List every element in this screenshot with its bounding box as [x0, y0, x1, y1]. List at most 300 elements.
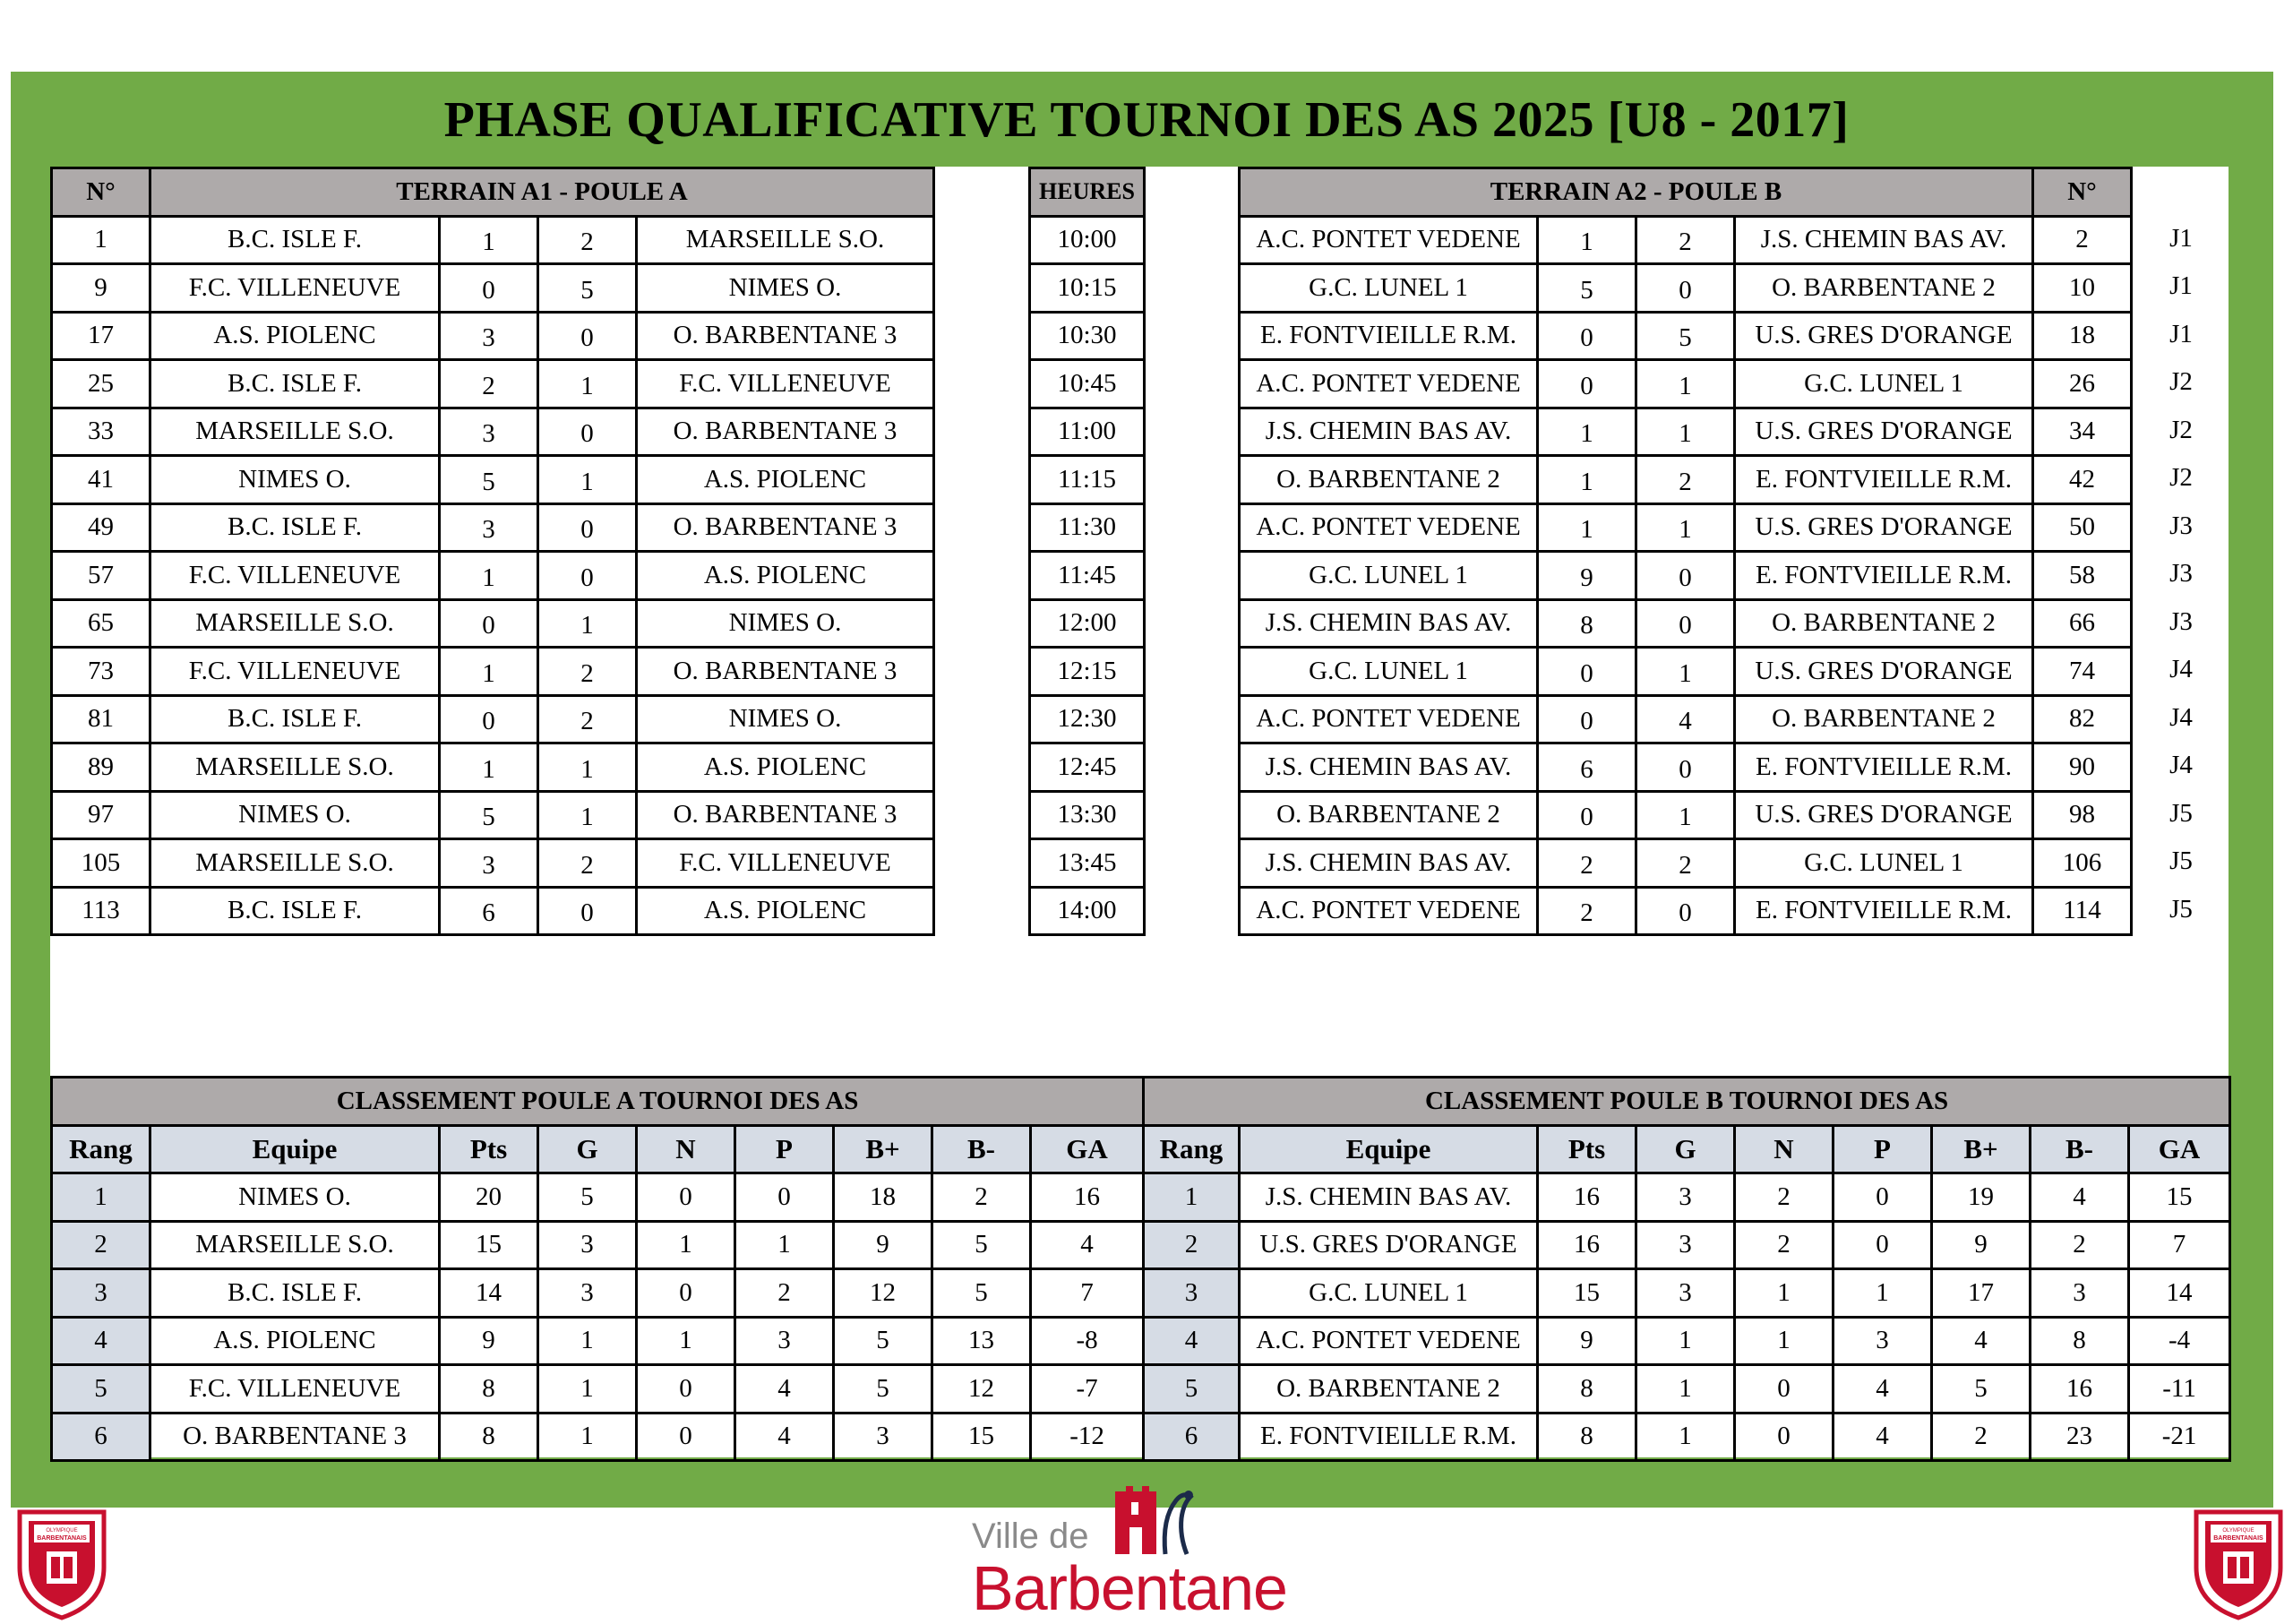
table-row: [1240, 408, 2132, 456]
home-score: 1: [1538, 216, 1636, 264]
match-number: 57: [52, 552, 150, 600]
away-score: 1: [1636, 791, 1735, 839]
match-time: 12:30: [1030, 695, 1145, 743]
away-score: 0: [538, 312, 637, 360]
stat-cell: 1: [1636, 1317, 1735, 1365]
home-team: G.C. LUNEL 1: [1240, 264, 1538, 313]
away-team: U.S. GRES D'ORANGE: [1735, 648, 2033, 696]
stat-cell: 1: [1735, 1317, 1834, 1365]
table-row: [52, 648, 934, 696]
away-score: 1: [1636, 503, 1735, 552]
stat-cell: 4: [1834, 1413, 1932, 1461]
table-row: [1030, 360, 1145, 408]
home-score: 1: [1538, 408, 1636, 456]
home-team: F.C. VILLENEUVE: [150, 264, 440, 313]
table-row: [1240, 360, 2132, 408]
heures-header: HEURES: [1030, 168, 1145, 217]
stat-cell: 3: [1636, 1269, 1735, 1318]
column-header: GA: [1031, 1125, 1144, 1173]
rank-cell: 1: [1144, 1173, 1240, 1222]
rank-cell: 6: [52, 1413, 150, 1461]
match-number: 1: [52, 216, 150, 264]
away-team: U.S. GRES D'ORANGE: [1735, 791, 2033, 839]
stat-cell: 5: [834, 1365, 932, 1413]
ville-logo: [972, 1482, 1330, 1623]
away-score: 2: [538, 695, 637, 743]
rank-cell: 5: [1144, 1365, 1240, 1413]
away-score: 1: [538, 791, 637, 839]
rank-cell: 2: [1144, 1221, 1240, 1269]
table-row: [1030, 456, 1145, 504]
stat-cell: 18: [834, 1173, 932, 1222]
away-score: 1: [538, 743, 637, 792]
stat-cell: 0: [637, 1269, 735, 1318]
home-team: G.C. LUNEL 1: [1240, 552, 1538, 600]
home-team: O. BARBENTANE 2: [1240, 791, 1538, 839]
away-team: O. BARBENTANE 3: [637, 791, 934, 839]
away-team: U.S. GRES D'ORANGE: [1735, 408, 2033, 456]
away-team: J.S. CHEMIN BAS AV.: [1735, 216, 2033, 264]
table-row: [52, 360, 934, 408]
column-header: B-: [2031, 1125, 2129, 1173]
stat-cell: 9: [1932, 1221, 2031, 1269]
stat-cell: 2: [735, 1269, 834, 1318]
away-team: A.S. PIOLENC: [637, 743, 934, 792]
table-row: [1240, 695, 2132, 743]
away-score: 0: [1636, 887, 1735, 935]
away-team: O. BARBENTANE 3: [637, 408, 934, 456]
away-score: 5: [1636, 312, 1735, 360]
match-time: 14:00: [1030, 887, 1145, 935]
match-number: 2: [2033, 216, 2132, 264]
match-number: 98: [2033, 791, 2132, 839]
barbentane-text: Barbentane: [972, 1553, 1287, 1623]
away-score: 1: [538, 599, 637, 648]
stat-cell: 8: [440, 1365, 538, 1413]
stat-cell: 5: [834, 1317, 932, 1365]
ville-emblem-icon: [1106, 1482, 1205, 1559]
home-score: 0: [1538, 360, 1636, 408]
away-team: O. BARBENTANE 3: [637, 503, 934, 552]
table-row: [52, 552, 934, 600]
heures-schedule: [1028, 167, 1146, 936]
home-score: 2: [1538, 887, 1636, 935]
away-score: 2: [538, 216, 637, 264]
stat-cell: -4: [2129, 1317, 2230, 1365]
stat-cell: 15: [932, 1413, 1031, 1461]
stat-cell: 19: [1932, 1173, 2031, 1222]
rank-cell: 6: [1144, 1413, 1240, 1461]
stat-cell: 3: [1636, 1173, 1735, 1222]
away-team: O. BARBENTANE 3: [637, 648, 934, 696]
away-score: 0: [538, 552, 637, 600]
table-row: [1030, 839, 1145, 888]
table-row: [52, 791, 934, 839]
away-team: G.C. LUNEL 1: [1735, 360, 2033, 408]
journee-label: J3: [2169, 559, 2193, 588]
stat-cell: 8: [1538, 1413, 1636, 1461]
away-team: F.C. VILLENEUVE: [637, 360, 934, 408]
classement-b-title: CLASSEMENT POULE B TOURNOI DES AS: [1144, 1078, 2230, 1126]
home-team: J.S. CHEMIN BAS AV.: [1240, 839, 1538, 888]
away-score: 1: [1636, 648, 1735, 696]
table-row: [1240, 648, 2132, 696]
home-score: 3: [440, 839, 538, 888]
stat-cell: 5: [932, 1269, 1031, 1318]
table-row: [52, 1413, 1144, 1461]
table-row: [52, 839, 934, 888]
table-row: [52, 1221, 1144, 1269]
stat-cell: 4: [735, 1413, 834, 1461]
stat-cell: 0: [637, 1413, 735, 1461]
match-time: 13:45: [1030, 839, 1145, 888]
away-team: E. FONTVIEILLE R.M.: [1735, 743, 2033, 792]
home-score: 9: [1538, 552, 1636, 600]
match-number: 82: [2033, 695, 2132, 743]
table-row: [1144, 1173, 2230, 1222]
table-row: [52, 503, 934, 552]
table-row: [52, 695, 934, 743]
stat-cell: 12: [932, 1365, 1031, 1413]
table-row: [52, 1173, 1144, 1222]
table-row: [52, 408, 934, 456]
rank-cell: 4: [1144, 1317, 1240, 1365]
stat-cell: 16: [1538, 1173, 1636, 1222]
stat-cell: 1: [538, 1365, 637, 1413]
journee-label: J1: [2169, 271, 2193, 300]
svg-text:OLYMPIQUE: OLYMPIQUE: [2222, 1528, 2254, 1534]
classement-a: [50, 1076, 1145, 1462]
table-row: [52, 1365, 1144, 1413]
column-header: P: [1834, 1125, 1932, 1173]
stat-cell: 9: [1538, 1317, 1636, 1365]
table-row: [52, 1269, 1144, 1318]
stat-cell: -7: [1031, 1365, 1144, 1413]
column-header: B+: [834, 1125, 932, 1173]
away-score: 2: [1636, 216, 1735, 264]
match-number: 50: [2033, 503, 2132, 552]
match-number: 105: [52, 839, 150, 888]
home-team: MARSEILLE S.O.: [150, 743, 440, 792]
table-row: [52, 743, 934, 792]
home-score: 0: [1538, 648, 1636, 696]
stat-cell: 8: [440, 1413, 538, 1461]
match-time: 10:45: [1030, 360, 1145, 408]
column-header: G: [538, 1125, 637, 1173]
away-team: U.S. GRES D'ORANGE: [1735, 312, 2033, 360]
team-cell: A.C. PONTET VEDENE: [1240, 1317, 1538, 1365]
match-number: 41: [52, 456, 150, 504]
column-header: Rang: [1144, 1125, 1240, 1173]
away-score: 0: [1636, 264, 1735, 313]
svg-text:BARBENTANAIS: BARBENTANAIS: [37, 1535, 87, 1542]
away-team: NIMES O.: [637, 264, 934, 313]
table-row: [1030, 216, 1145, 264]
home-score: 6: [1538, 743, 1636, 792]
home-team: NIMES O.: [150, 456, 440, 504]
rank-cell: 5: [52, 1365, 150, 1413]
match-time: 13:30: [1030, 791, 1145, 839]
match-time: 12:45: [1030, 743, 1145, 792]
home-team: A.C. PONTET VEDENE: [1240, 360, 1538, 408]
table-row: [1030, 503, 1145, 552]
poule-b-header: TERRAIN A2 - POULE B: [1240, 168, 2033, 217]
stat-cell: 0: [1834, 1173, 1932, 1222]
team-cell: A.S. PIOLENC: [150, 1317, 440, 1365]
match-time: 11:15: [1030, 456, 1145, 504]
away-score: 0: [1636, 599, 1735, 648]
stat-cell: 4: [1932, 1317, 2031, 1365]
match-number: 74: [2033, 648, 2132, 696]
table-row: [1030, 408, 1145, 456]
poule-b-no-header: N°: [2033, 168, 2132, 217]
table-row: [1240, 599, 2132, 648]
match-number: 9: [52, 264, 150, 313]
home-score: 1: [1538, 456, 1636, 504]
match-number: 81: [52, 695, 150, 743]
home-team: MARSEILLE S.O.: [150, 839, 440, 888]
stat-cell: 4: [735, 1365, 834, 1413]
match-number: 17: [52, 312, 150, 360]
stat-cell: 3: [538, 1269, 637, 1318]
stat-cell: 9: [834, 1221, 932, 1269]
team-cell: E. FONTVIEILLE R.M.: [1240, 1413, 1538, 1461]
away-score: 2: [1636, 839, 1735, 888]
home-team: F.C. VILLENEUVE: [150, 648, 440, 696]
away-team: O. BARBENTANE 2: [1735, 695, 2033, 743]
column-headers: [52, 1125, 1144, 1173]
stat-cell: 17: [1932, 1269, 2031, 1318]
table-row: [1240, 216, 2132, 264]
home-team: B.C. ISLE F.: [150, 360, 440, 408]
away-team: A.S. PIOLENC: [637, 887, 934, 935]
stat-cell: 0: [1834, 1221, 1932, 1269]
team-cell: MARSEILLE S.O.: [150, 1221, 440, 1269]
journee-label: J1: [2169, 319, 2193, 348]
match-number: 42: [2033, 456, 2132, 504]
table-row: [1144, 1413, 2230, 1461]
table-row: [1240, 503, 2132, 552]
table-row: [1030, 599, 1145, 648]
home-score: 0: [440, 599, 538, 648]
home-score: 1: [1538, 503, 1636, 552]
away-team: E. FONTVIEILLE R.M.: [1735, 456, 2033, 504]
home-score: 3: [440, 312, 538, 360]
stat-cell: 4: [2031, 1173, 2129, 1222]
classement-a-title: CLASSEMENT POULE A TOURNOI DES AS: [52, 1078, 1144, 1126]
stat-cell: 16: [2031, 1365, 2129, 1413]
team-cell: J.S. CHEMIN BAS AV.: [1240, 1173, 1538, 1222]
match-time: 10:15: [1030, 264, 1145, 313]
home-team: J.S. CHEMIN BAS AV.: [1240, 408, 1538, 456]
column-headers: [1144, 1125, 2230, 1173]
journee-label: J5: [2169, 846, 2193, 875]
stat-cell: 3: [1834, 1317, 1932, 1365]
away-score: 2: [1636, 456, 1735, 504]
club-logo-right: [2189, 1505, 2288, 1621]
away-team: NIMES O.: [637, 695, 934, 743]
stat-cell: 20: [440, 1173, 538, 1222]
home-team: A.C. PONTET VEDENE: [1240, 695, 1538, 743]
home-team: A.C. PONTET VEDENE: [1240, 216, 1538, 264]
table-row: [1240, 887, 2132, 935]
table-row: [1144, 1317, 2230, 1365]
column-header: Pts: [1538, 1125, 1636, 1173]
away-team: NIMES O.: [637, 599, 934, 648]
away-team: O. BARBENTANE 2: [1735, 264, 2033, 313]
match-number: 66: [2033, 599, 2132, 648]
team-cell: U.S. GRES D'ORANGE: [1240, 1221, 1538, 1269]
match-time: 12:00: [1030, 599, 1145, 648]
away-score: 2: [538, 839, 637, 888]
journee-label: J5: [2169, 894, 2193, 924]
away-score: 0: [1636, 743, 1735, 792]
match-time: 10:30: [1030, 312, 1145, 360]
column-header: P: [735, 1125, 834, 1173]
table-row: [1030, 552, 1145, 600]
stat-cell: 2: [2031, 1221, 2129, 1269]
stat-cell: 2: [932, 1173, 1031, 1222]
home-score: 1: [440, 743, 538, 792]
home-team: A.C. PONTET VEDENE: [1240, 887, 1538, 935]
home-team: A.C. PONTET VEDENE: [1240, 503, 1538, 552]
match-time: 11:45: [1030, 552, 1145, 600]
column-header: Pts: [440, 1125, 538, 1173]
journee-label: J2: [2169, 415, 2193, 444]
home-score: 6: [440, 887, 538, 935]
stat-cell: -8: [1031, 1317, 1144, 1365]
stat-cell: 3: [538, 1221, 637, 1269]
home-team: B.C. ISLE F.: [150, 695, 440, 743]
home-team: J.S. CHEMIN BAS AV.: [1240, 599, 1538, 648]
home-score: 5: [440, 456, 538, 504]
team-cell: O. BARBENTANE 2: [1240, 1365, 1538, 1413]
away-team: A.S. PIOLENC: [637, 552, 934, 600]
away-score: 0: [1636, 552, 1735, 600]
match-number: 73: [52, 648, 150, 696]
rank-cell: 2: [52, 1221, 150, 1269]
stat-cell: 3: [1636, 1221, 1735, 1269]
poule-a-schedule: [50, 167, 935, 936]
home-score: 1: [440, 216, 538, 264]
match-number: 58: [2033, 552, 2132, 600]
match-number: 34: [2033, 408, 2132, 456]
svg-text:BARBENTANAIS: BARBENTANAIS: [2213, 1535, 2263, 1542]
column-header: Equipe: [150, 1125, 440, 1173]
journee-label: J4: [2169, 702, 2193, 732]
stat-cell: 0: [1735, 1413, 1834, 1461]
stat-cell: 1: [1636, 1413, 1735, 1461]
team-cell: F.C. VILLENEUVE: [150, 1365, 440, 1413]
stat-cell: -21: [2129, 1413, 2230, 1461]
table-row: [52, 216, 934, 264]
stat-cell: -12: [1031, 1413, 1144, 1461]
away-score: 1: [538, 456, 637, 504]
match-number: 89: [52, 743, 150, 792]
stat-cell: 15: [2129, 1173, 2230, 1222]
journee-label: J2: [2169, 463, 2193, 492]
stat-cell: 1: [1636, 1365, 1735, 1413]
home-score: 1: [440, 648, 538, 696]
away-team: A.S. PIOLENC: [637, 456, 934, 504]
poule-b-schedule: [1238, 167, 2133, 936]
stat-cell: 1: [538, 1317, 637, 1365]
column-header: GA: [2129, 1125, 2230, 1173]
match-number: 25: [52, 360, 150, 408]
stat-cell: 16: [1538, 1221, 1636, 1269]
club-logo-left: [13, 1505, 111, 1621]
home-score: 5: [440, 791, 538, 839]
table-row: [1144, 1365, 2230, 1413]
team-cell: G.C. LUNEL 1: [1240, 1269, 1538, 1318]
column-header: N: [637, 1125, 735, 1173]
column-header: G: [1636, 1125, 1735, 1173]
stat-cell: 4: [1031, 1221, 1144, 1269]
match-number: 113: [52, 887, 150, 935]
stat-cell: 1: [735, 1221, 834, 1269]
stat-cell: 15: [440, 1221, 538, 1269]
match-number: 26: [2033, 360, 2132, 408]
stat-cell: 3: [2031, 1269, 2129, 1318]
team-cell: NIMES O.: [150, 1173, 440, 1222]
stat-cell: 1: [637, 1221, 735, 1269]
journee-label: J1: [2169, 223, 2193, 253]
stat-cell: 0: [735, 1173, 834, 1222]
stat-cell: 3: [735, 1317, 834, 1365]
home-team: B.C. ISLE F.: [150, 887, 440, 935]
stat-cell: 1: [1735, 1269, 1834, 1318]
stat-cell: 3: [834, 1413, 932, 1461]
away-score: 0: [538, 408, 637, 456]
stat-cell: 5: [538, 1173, 637, 1222]
match-number: 10: [2033, 264, 2132, 313]
match-time: 11:30: [1030, 503, 1145, 552]
table-row: [52, 264, 934, 313]
home-score: 1: [440, 552, 538, 600]
away-team: MARSEILLE S.O.: [637, 216, 934, 264]
table-row: [1240, 791, 2132, 839]
stat-cell: 14: [440, 1269, 538, 1318]
home-team: A.S. PIOLENC: [150, 312, 440, 360]
home-team: F.C. VILLENEUVE: [150, 552, 440, 600]
table-row: [1030, 648, 1145, 696]
column-header: B-: [932, 1125, 1031, 1173]
journee-label: J2: [2169, 367, 2193, 396]
stat-cell: 2: [1735, 1221, 1834, 1269]
stat-cell: 12: [834, 1269, 932, 1318]
away-score: 5: [538, 264, 637, 313]
away-score: 0: [538, 887, 637, 935]
stat-cell: 1: [538, 1413, 637, 1461]
journee-label: J5: [2169, 798, 2193, 828]
table-row: [52, 599, 934, 648]
rank-cell: 4: [52, 1317, 150, 1365]
stat-cell: 2: [1932, 1413, 2031, 1461]
match-time: 11:00: [1030, 408, 1145, 456]
away-score: 0: [538, 503, 637, 552]
table-row: [1030, 695, 1145, 743]
poule-a-no-header: N°: [52, 168, 150, 217]
stat-cell: 14: [2129, 1269, 2230, 1318]
svg-text:OLYMPIQUE: OLYMPIQUE: [46, 1528, 78, 1534]
column-header: B+: [1932, 1125, 2031, 1173]
table-row: [1030, 791, 1145, 839]
journee-label: J4: [2169, 655, 2193, 683]
away-score: 4: [1636, 695, 1735, 743]
stat-cell: 5: [932, 1221, 1031, 1269]
poule-a-header: TERRAIN A1 - POULE A: [150, 168, 934, 217]
away-team: E. FONTVIEILLE R.M.: [1735, 552, 2033, 600]
